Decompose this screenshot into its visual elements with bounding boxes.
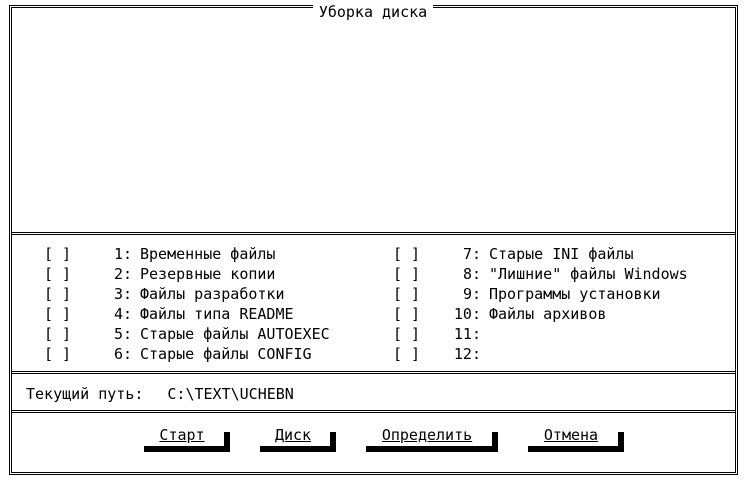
button-shadow — [260, 446, 336, 452]
option-label: Файлы разработки — [140, 285, 285, 303]
checkbox[interactable]: [ ] — [393, 265, 421, 283]
option-number: 9: — [462, 285, 481, 303]
current-path-value: C:\TEXT\UCHEBN — [167, 385, 294, 403]
current-path — [26, 384, 294, 404]
checkbox[interactable]: [ ] — [393, 245, 421, 263]
divider — [12, 371, 735, 374]
checkbox[interactable]: [ ] — [393, 345, 421, 363]
option-11[interactable] — [393, 324, 688, 344]
options-column-right — [393, 244, 688, 364]
checkbox[interactable]: [ ] — [393, 305, 421, 323]
button-shadow — [492, 432, 498, 446]
option-number: 4: — [113, 305, 132, 323]
option-10[interactable] — [393, 304, 688, 324]
checkbox[interactable]: [ ] — [44, 285, 72, 303]
option-1[interactable] — [44, 244, 330, 264]
option-4[interactable] — [44, 304, 330, 324]
checkbox[interactable]: [ ] — [44, 245, 72, 263]
option-6[interactable] — [44, 344, 330, 364]
disk-button[interactable]: Диск — [256, 426, 330, 444]
option-8[interactable] — [393, 264, 688, 284]
option-number: 7: — [462, 245, 481, 263]
option-number: 6: — [113, 345, 132, 363]
cleanup-options — [12, 238, 735, 368]
window-title: Уборка диска — [313, 3, 433, 21]
option-12[interactable] — [393, 344, 688, 364]
option-number: 2: — [113, 265, 132, 283]
button-shadow — [528, 446, 624, 452]
define-button[interactable]: Определить — [362, 426, 492, 444]
cancel-button[interactable]: Отмена — [524, 426, 618, 444]
divider — [12, 232, 735, 235]
option-number: 10: — [453, 305, 481, 323]
option-label: Резервные копии — [140, 265, 276, 283]
option-label: Файлы архивов — [489, 305, 607, 323]
button-shadow — [144, 446, 230, 452]
option-number: 8: — [462, 265, 481, 283]
option-number: 1: — [113, 245, 132, 263]
checkbox[interactable]: [ ] — [393, 285, 421, 303]
option-label: Старые файлы AUTOEXEC — [140, 325, 330, 343]
option-number: 12: — [453, 345, 481, 363]
option-label: Временные файлы — [140, 245, 276, 263]
button-shadow — [330, 432, 336, 446]
option-number: 5: — [113, 325, 132, 343]
preview-area — [12, 22, 735, 232]
option-3[interactable] — [44, 284, 330, 304]
checkbox[interactable]: [ ] — [44, 265, 72, 283]
option-9[interactable] — [393, 284, 688, 304]
option-number: 3: — [113, 285, 132, 303]
checkbox[interactable]: [ ] — [44, 345, 72, 363]
checkbox[interactable]: [ ] — [393, 325, 421, 343]
button-shadow — [224, 432, 230, 446]
option-label: "Лишние" файлы Windows — [489, 265, 688, 283]
button-shadow — [366, 446, 498, 452]
option-2[interactable] — [44, 264, 330, 284]
option-label: Старые файлы CONFIG — [140, 345, 312, 363]
divider — [12, 410, 735, 413]
current-path-label: Текущий путь: — [26, 385, 144, 403]
options-column-left — [44, 244, 330, 364]
checkbox[interactable]: [ ] — [44, 325, 72, 343]
button-shadow — [618, 432, 624, 446]
checkbox[interactable]: [ ] — [44, 305, 72, 323]
option-5[interactable] — [44, 324, 330, 344]
option-number: 11: — [453, 325, 481, 343]
start-button[interactable]: Старт — [140, 426, 224, 444]
option-label: Файлы типа README — [140, 305, 294, 323]
option-label: Программы установки — [489, 285, 661, 303]
option-label: Старые INI файлы — [489, 245, 634, 263]
option-7[interactable] — [393, 244, 688, 264]
window-title-bar — [0, 3, 746, 21]
